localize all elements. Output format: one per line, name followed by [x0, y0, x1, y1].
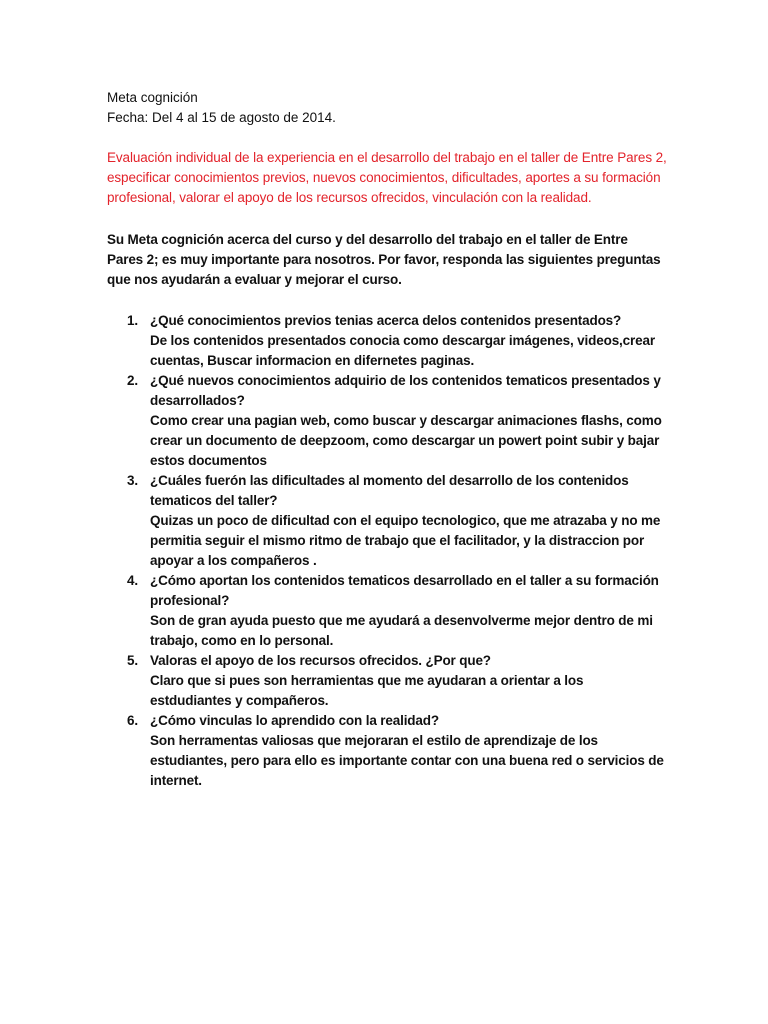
question-item: [107, 371, 667, 471]
question-item: [107, 651, 667, 711]
question-number: 2.: [127, 373, 138, 388]
question-list: [107, 311, 667, 791]
question-item: [107, 711, 667, 791]
question-text: Valoras el apoyo de los recursos ofrecidos. ¿Por que?: [150, 653, 491, 668]
question-number: 4.: [127, 573, 138, 588]
question-text: ¿Qué conocimientos previos tenias acerca delos contenidos presentados?: [150, 313, 622, 328]
answer-text: Claro que si pues son herramientas que me ayudaran a orientar a los estdudiantes y compañeros.: [150, 673, 584, 708]
question-text: ¿Cómo aportan los contenidos tematicos desarrollado en el taller a su formación profesional?: [150, 573, 659, 608]
question-text: ¿Qué nuevos conocimientos adquirio de los contenidos tematicos presentados y desarrollados?: [150, 373, 661, 408]
question-item: [107, 311, 667, 371]
question-number: 1.: [127, 313, 138, 328]
answer-text: Como crear una pagian web, como buscar y descargar animaciones flashs, como crear un documento de deepzoom, como descargar un powert point subir y bajar estos documentos: [150, 413, 662, 468]
answer-text: Quizas un poco de dificultad con el equipo tecnologico, que me atrazaba y no me permitia seguir el mismo ritmo de trabajo que el facilitador, y la distraccion por apoyar a los compañeros .: [150, 513, 661, 568]
document-date: Fecha: Del 4 al 15 de agosto de 2014.: [107, 110, 336, 125]
answer-text: Son de gran ayuda puesto que me ayudará a desenvolverme mejor dentro de mi trabajo, como en lo personal.: [150, 613, 653, 648]
answer-text: De los contenidos presentados conocia como descargar imágenes, videos,crear cuentas, Buscar informacion en difernetes paginas.: [150, 333, 655, 368]
lead-paragraph: Su Meta cognición acerca del curso y del desarrollo del trabajo en el taller de Entre Pares 2; es muy importante para nosotros. Por favor, responda las siguientes preguntas que nos ayudarán a evaluar y mejorar el curso.: [107, 232, 661, 287]
question-item: [107, 471, 667, 571]
question-number: 5.: [127, 653, 138, 668]
document-page: [107, 88, 667, 791]
question-text: ¿Cuáles fuerón las dificultades al momento del desarrollo de los contenidos tematicos del taller?: [150, 473, 629, 508]
evaluation-instructions: Evaluación individual de la experiencia en el desarrollo del trabajo en el taller de Entre Pares 2, especificar conocimientos previos, nuevos conocimientos, dificultades, aportes a su formación profesional, valorar el apoyo de los recursos ofrecidos, vinculación con la realidad.: [107, 150, 667, 205]
question-number: 3.: [127, 473, 138, 488]
document-title: Meta cognición: [107, 90, 198, 105]
answer-text: Son herramentas valiosas que mejoraran el estilo de aprendizaje de los estudiantes, pero para ello es importante contar con una buena red o servicios de internet.: [150, 733, 664, 788]
question-text: ¿Cómo vinculas lo aprendido con la realidad?: [150, 713, 439, 728]
question-item: [107, 571, 667, 651]
question-number: 6.: [127, 713, 138, 728]
